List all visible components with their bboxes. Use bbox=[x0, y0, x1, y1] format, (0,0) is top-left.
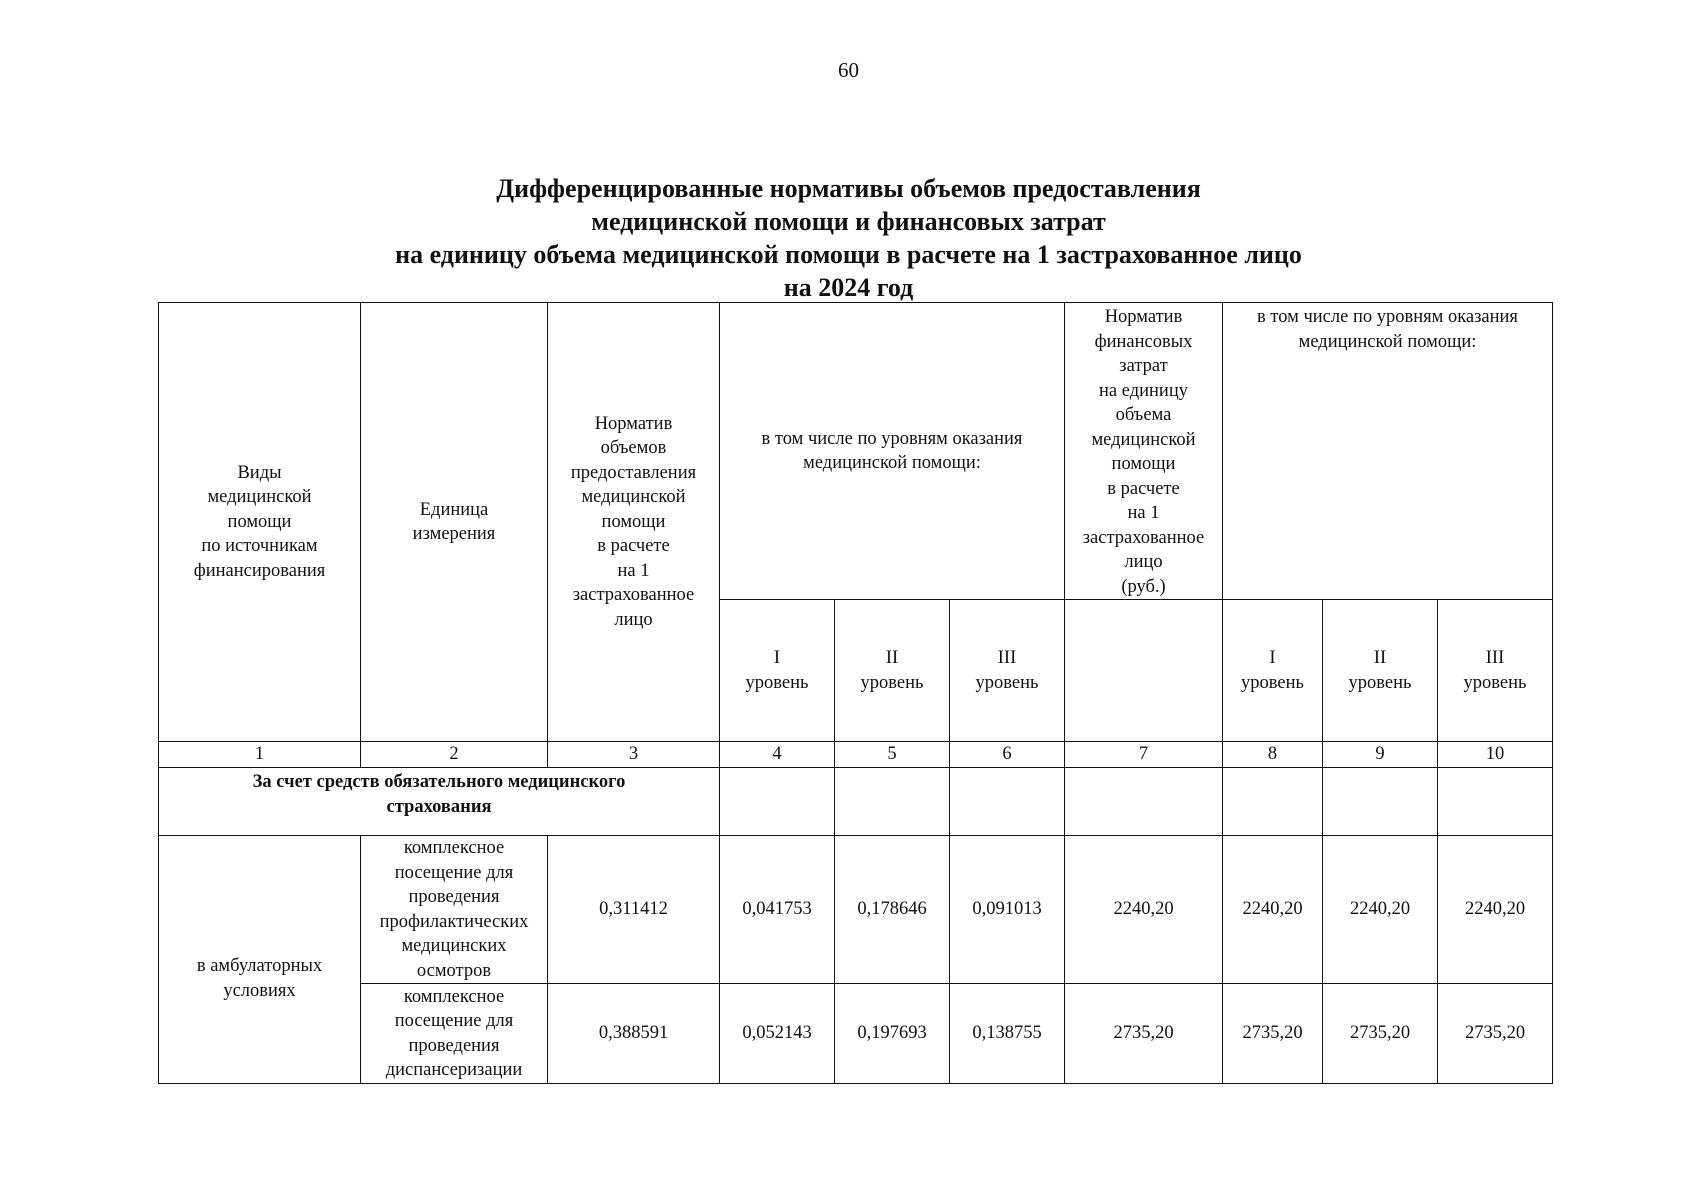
value-cell: 2240,20 bbox=[1323, 836, 1438, 984]
column-number: 1 bbox=[159, 742, 361, 768]
header-level-1 bbox=[1223, 600, 1323, 742]
value-cell: 2735,20 bbox=[1223, 984, 1323, 1084]
value-cell: 2240,20 bbox=[1223, 836, 1323, 984]
text-line: медицинских bbox=[401, 936, 507, 956]
empty-cell bbox=[720, 768, 835, 836]
header-level-1 bbox=[720, 600, 835, 742]
level-word: уровень bbox=[860, 672, 924, 693]
value-cell: 0,311412 bbox=[548, 836, 720, 984]
text-line: медицинской помощи: bbox=[1298, 331, 1477, 352]
section-title-line: За счет средств обязательного медицинского bbox=[252, 772, 626, 792]
level-word: уровень bbox=[1463, 672, 1527, 693]
text-line: на единицу bbox=[1099, 380, 1188, 401]
column-number: 4 bbox=[720, 742, 835, 768]
table-row bbox=[159, 984, 1553, 1084]
section-title bbox=[159, 768, 720, 836]
column-number: 5 bbox=[835, 742, 950, 768]
value-cell: 2735,20 bbox=[1323, 984, 1438, 1084]
section-row bbox=[159, 768, 1553, 836]
value-cell: 0,197693 bbox=[835, 984, 950, 1084]
column-number: 7 bbox=[1065, 742, 1223, 768]
text-line: затрат bbox=[1119, 356, 1168, 376]
level-word: уровень bbox=[975, 672, 1039, 693]
text-line: в том числе по уровням оказания bbox=[761, 428, 1023, 449]
value-cell: 0,091013 bbox=[950, 836, 1065, 984]
column-number: 9 bbox=[1323, 742, 1438, 768]
column-numbers-row bbox=[159, 742, 1553, 768]
level-numeral: I bbox=[1269, 648, 1276, 668]
header-cost-blank bbox=[1065, 600, 1223, 742]
level-word: уровень bbox=[1241, 672, 1304, 693]
text-line: Виды bbox=[237, 462, 282, 483]
empty-cell bbox=[950, 768, 1065, 836]
header-cost-norm bbox=[1065, 303, 1223, 600]
data-table bbox=[158, 741, 1553, 1084]
text-line: проведения bbox=[408, 887, 500, 907]
text-line: в расчете bbox=[597, 536, 670, 557]
value-cell: 2240,20 bbox=[1065, 836, 1223, 984]
level-numeral: II bbox=[885, 648, 899, 668]
text-line: (руб.) bbox=[1121, 576, 1166, 597]
text-line: комплексное bbox=[403, 986, 505, 1007]
text-line: осмотров bbox=[416, 960, 492, 981]
level-numeral: I bbox=[773, 648, 781, 668]
header-volume-levels bbox=[720, 303, 1065, 600]
unit-cell bbox=[361, 836, 548, 984]
text-line: Единица bbox=[419, 499, 489, 520]
text-line: на 1 bbox=[1127, 503, 1160, 523]
text-line: в том числе по уровням оказания bbox=[1257, 307, 1518, 327]
text-line: посещение для bbox=[394, 862, 514, 883]
text-line: застрахованное bbox=[1082, 527, 1205, 548]
text-line: медицинской bbox=[1091, 429, 1196, 450]
text-line: медицинской bbox=[581, 487, 686, 508]
column-number: 2 bbox=[361, 742, 548, 768]
level-word: уровень bbox=[1348, 672, 1412, 693]
value-cell: 0,388591 bbox=[548, 984, 720, 1084]
header-level-2 bbox=[1323, 600, 1438, 742]
level-numeral: II bbox=[1373, 648, 1387, 668]
text-line: помощи bbox=[227, 511, 292, 532]
text-line: застрахованное bbox=[572, 585, 695, 606]
text-line: объемов bbox=[600, 438, 667, 459]
value-cell: 0,041753 bbox=[720, 836, 835, 984]
column-number: 8 bbox=[1223, 742, 1323, 768]
empty-cell bbox=[1438, 768, 1553, 836]
header-volume-norm bbox=[548, 303, 720, 742]
empty-cell bbox=[1223, 768, 1323, 836]
text-line: медицинской bbox=[207, 487, 312, 508]
text-line: в амбулаторных bbox=[196, 956, 323, 976]
text-line: на 1 bbox=[617, 560, 650, 581]
document-title bbox=[0, 172, 1697, 304]
value-cell: 0,052143 bbox=[720, 984, 835, 1084]
text-line: финансирования bbox=[193, 560, 326, 581]
text-line: финансовых bbox=[1094, 331, 1193, 352]
title-line: Дифференцированные нормативы объемов предоставления bbox=[496, 174, 1201, 203]
unit-cell bbox=[361, 984, 548, 1084]
group-label bbox=[159, 836, 361, 1084]
value-cell: 0,178646 bbox=[835, 836, 950, 984]
text-line: по источникам bbox=[201, 536, 318, 557]
value-cell: 2240,20 bbox=[1438, 836, 1553, 984]
text-line: измерения bbox=[412, 524, 496, 544]
header-cost-levels bbox=[1223, 303, 1553, 600]
column-number: 10 bbox=[1438, 742, 1553, 768]
level-word: уровень bbox=[745, 672, 809, 693]
level-numeral: III bbox=[997, 648, 1017, 668]
header-unit bbox=[361, 303, 548, 742]
header-level-3 bbox=[1438, 600, 1553, 742]
text-line: проведения bbox=[408, 1035, 500, 1056]
text-line: комплексное bbox=[403, 838, 505, 858]
text-line: помощи bbox=[1111, 454, 1176, 474]
empty-cell bbox=[1065, 768, 1223, 836]
table-row bbox=[159, 836, 1553, 984]
text-line: в расчете bbox=[1107, 478, 1180, 499]
value-cell: 0,138755 bbox=[950, 984, 1065, 1084]
text-line: объема bbox=[1115, 405, 1172, 425]
header-level-2 bbox=[835, 600, 950, 742]
title-line: на 2024 год bbox=[783, 273, 914, 302]
text-line: помощи bbox=[601, 511, 666, 532]
value-cell: 2735,20 bbox=[1438, 984, 1553, 1084]
column-number: 3 bbox=[548, 742, 720, 768]
empty-cell bbox=[835, 768, 950, 836]
section-title-line: страхования bbox=[386, 796, 492, 817]
title-line: на единицу объема медицинской помощи в расчете на 1 застрахованное лицо bbox=[395, 240, 1302, 269]
text-line: предоставления bbox=[570, 462, 697, 483]
level-numeral: III bbox=[1485, 648, 1505, 668]
value-cell: 2735,20 bbox=[1065, 984, 1223, 1084]
text-line: условиях bbox=[223, 980, 296, 1001]
text-line: Норматив bbox=[1104, 307, 1183, 327]
text-line: посещение для bbox=[394, 1011, 514, 1031]
text-line: лицо bbox=[614, 609, 653, 630]
page-number: 60 bbox=[838, 58, 859, 82]
header-table bbox=[158, 302, 1553, 742]
text-line: Норматив bbox=[594, 413, 673, 434]
text-line: лицо bbox=[1124, 552, 1163, 572]
text-line: профилактических bbox=[379, 911, 529, 932]
text-line: диспансеризации bbox=[385, 1060, 523, 1080]
text-line: медицинской помощи: bbox=[803, 453, 981, 473]
header-service-types bbox=[159, 303, 361, 742]
empty-cell bbox=[1323, 768, 1438, 836]
title-line: медицинской помощи и финансовых затрат bbox=[591, 207, 1106, 236]
column-number: 6 bbox=[950, 742, 1065, 768]
header-level-3 bbox=[950, 600, 1065, 742]
